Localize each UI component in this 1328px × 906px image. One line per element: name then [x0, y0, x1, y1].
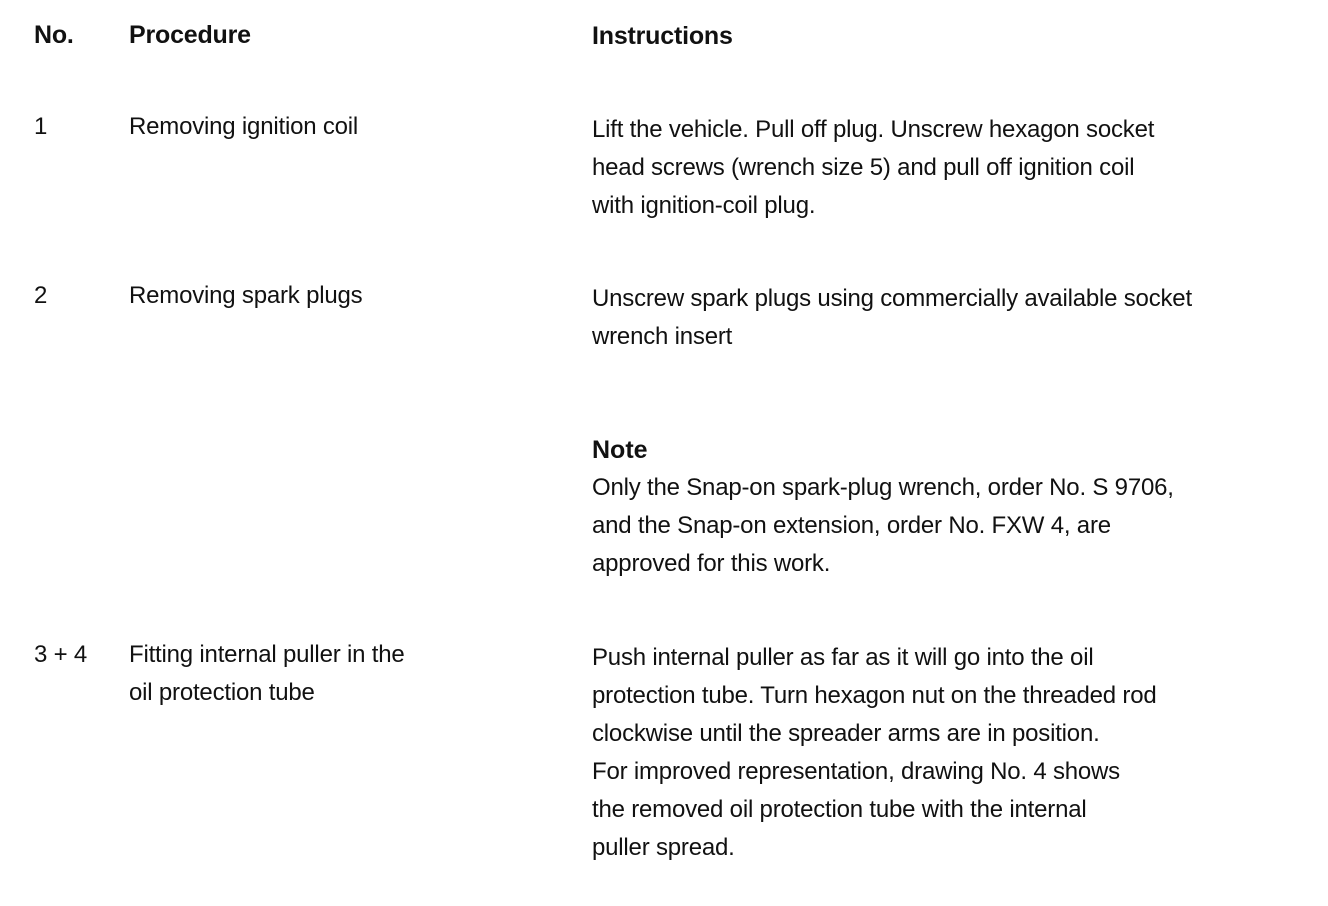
instruction-line: clockwise until the spreader arms are in position. [592, 720, 1100, 747]
column-header-instructions: Instructions [592, 22, 733, 50]
instruction-line: puller spread. [592, 834, 735, 861]
instruction-line: the removed oil protection tube with the internal [592, 796, 1087, 823]
row-number: 1 [34, 113, 48, 140]
column-header-procedure: Procedure [129, 21, 251, 49]
procedure-line: Fitting internal puller in the [129, 641, 405, 668]
instruction-line: Push internal puller as far as it will go into the oil [592, 644, 1094, 671]
procedure-line: Removing ignition coil [129, 113, 359, 140]
instructions-cell [592, 111, 1154, 225]
note-line: and the Snap-on extension, order No. FXW 4, are [592, 512, 1111, 539]
procedure-line: oil protection tube [129, 679, 315, 706]
instructions-cell [592, 280, 1192, 356]
column-header-no: No. [34, 21, 74, 49]
note-line: approved for this work. [592, 550, 831, 577]
procedure-cell [129, 108, 358, 146]
note-line: Only the Snap-on spark-plug wrench, order No. S 9706, [592, 474, 1174, 501]
row-number: 3 + 4 [34, 641, 88, 668]
row-number: 2 [34, 282, 48, 309]
note-block [592, 431, 1174, 583]
instruction-line: Lift the vehicle. Pull off plug. Unscrew hexagon socket [592, 116, 1155, 143]
note-title: Note [592, 436, 648, 464]
procedure-line: Removing spark plugs [129, 282, 363, 309]
instruction-line: For improved representation, drawing No. 4 shows [592, 758, 1120, 785]
procedure-cell [129, 636, 405, 712]
instruction-line: protection tube. Turn hexagon nut on the threaded rod [592, 682, 1157, 709]
instructions-cell [592, 639, 1157, 867]
instruction-line: Unscrew spark plugs using commercially available socket [592, 285, 1192, 312]
procedure-cell [129, 277, 362, 315]
instruction-line: head screws (wrench size 5) and pull off ignition coil [592, 154, 1135, 181]
instruction-line: wrench insert [592, 323, 733, 350]
instruction-line: with ignition-coil plug. [592, 192, 816, 219]
